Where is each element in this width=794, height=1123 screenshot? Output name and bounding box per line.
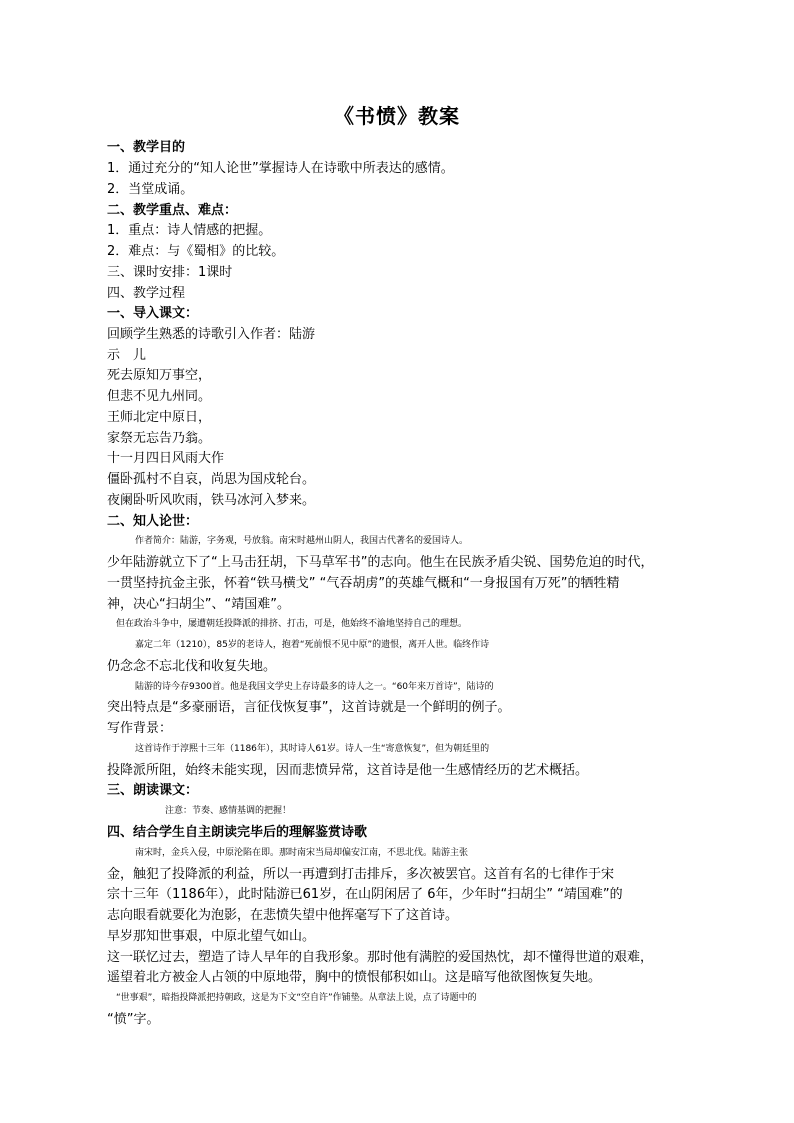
- text-line: 1．通过充分的“知人论世”掌握诗人在诗歌中所表达的感情。: [107, 161, 454, 176]
- text-line: 陆游的诗今存9300首。他是我国文学史上存诗最多的诗人之一。“60年来万首诗”，陆诗的: [135, 682, 494, 692]
- text-line: 这一联忆过去，塑造了诗人早年的自我形象。那时他有满腔的爱国热忱，却不懂得世道的艰难，: [107, 950, 654, 965]
- text-line: 投降派所阻，始终未能实现，因而悲愤异常，这首诗是他一生感情经历的艺术概括。: [107, 763, 589, 778]
- text-line: “愤”字。: [107, 1012, 160, 1027]
- text-line: 回顾学生熟悉的诗歌引入作者：陆游: [107, 327, 316, 342]
- text-line: 2．难点：与《蜀相》的比较。: [107, 244, 285, 259]
- poem-title: 示 儿: [107, 348, 147, 363]
- poem-line: 家祭无忘告乃翁。: [107, 431, 212, 446]
- text-line: 这首诗作于淳熙十三年（1186年），其时诗人61岁。诗人一生“寄意恢复”，但为朝廷里的: [135, 744, 490, 754]
- text-line: 1．重点：诗人情感的把握。: [107, 223, 272, 238]
- text-line: 遥望着北方被金人占领的中原地带，胸中的愤恨郁积如山。这是暗写他欲图恢复失地。: [107, 970, 602, 985]
- section-heading: 三、朗读课文：: [107, 783, 199, 798]
- section-heading: 二、知人论世：: [107, 514, 199, 529]
- poem-title: 十一月四日风雨大作: [107, 451, 225, 466]
- section-heading: 四、结合学生自主朗读完毕后的理解鉴赏诗歌: [107, 825, 368, 840]
- poem-line: 但悲不见九州同。: [107, 389, 212, 404]
- text-line: 神，决心“扫胡尘”、“靖国难”。: [107, 597, 290, 612]
- text-line: 志向眼看就要化为泡影，在悲愤失望中他挥毫写下了这首诗。: [107, 908, 459, 923]
- text-line: 但在政治斗争中，屡遭朝廷投降派的排挤、打击，可是，他始终不渝地坚持自己的理想。: [116, 619, 468, 629]
- text-line: 嘉定二年（1210），85岁的老诗人，抱着“死前恨不见中原”的遗恨，离开人世。临终作诗: [135, 640, 490, 650]
- text-line: 少年陆游就立下了“上马击狂胡，下马草军书”的志向。他生在民族矛盾尖锐、国势危迫的时代，: [107, 555, 654, 570]
- text-line: 仍念念不忘北伐和收复失地。: [107, 659, 277, 674]
- text-line: 写作背景：: [107, 721, 173, 736]
- page-title: 《书愤》教案: [334, 104, 460, 128]
- text-line: 一贯坚持抗金主张，怀着“铁马横戈” “气吞胡虏”的英雄气概和“一身报国有万死”的牺牲精: [107, 576, 620, 591]
- text-line: 作者简介：陆游，字务观，号放翁。南宋时越州山阴人，我国古代著名的爱国诗人。: [135, 536, 469, 546]
- text-line: 金，触犯了投降派的利益，所以一再遭到打击排斥，多次被罢官。这首有名的七律作于宋: [107, 867, 615, 882]
- text-line: 注意：节奏、感情基调的把握！: [165, 806, 292, 816]
- poem-line: 早岁那知世事艰，中原北望气如山。: [107, 929, 316, 944]
- text-line: 南宋时，金兵入侵，中原沦陷在即。那时南宋当局却偏安江南，不思北伐。陆游主张: [135, 848, 469, 858]
- text-line: 2．当堂成诵。: [107, 182, 194, 197]
- poem-line: 僵卧孤村不自哀，尚思为国戍轮台。: [107, 472, 316, 487]
- text-line: 三、课时安排：1课时: [107, 265, 233, 280]
- text-line: “世事艰”，暗指投降派把持朝政，这是为下文“空自许”作铺垫。从章法上说，点了诗题中的: [116, 993, 477, 1003]
- section-heading: 一、导入课文：: [107, 306, 199, 321]
- text-line: 四、教学过程: [107, 286, 186, 301]
- poem-line: 王师北定中原日，: [107, 410, 212, 425]
- section-heading: 二、教学重点、难点：: [107, 203, 238, 218]
- poem-line: 死去原知万事空，: [107, 368, 212, 383]
- text-line: 突出特点是“多豪丽语，言征伐恢复事”，这首诗就是一个鲜明的例子。: [107, 700, 511, 715]
- poem-line: 夜阑卧听风吹雨，铁马冰河入梦来。: [107, 493, 316, 508]
- section-heading: 一、教学目的: [107, 140, 186, 155]
- text-line: 宗十三年（1186年），此时陆游已61岁，在山阴闲居了 6年，少年时“扫胡尘” “靖国难”的: [107, 887, 623, 902]
